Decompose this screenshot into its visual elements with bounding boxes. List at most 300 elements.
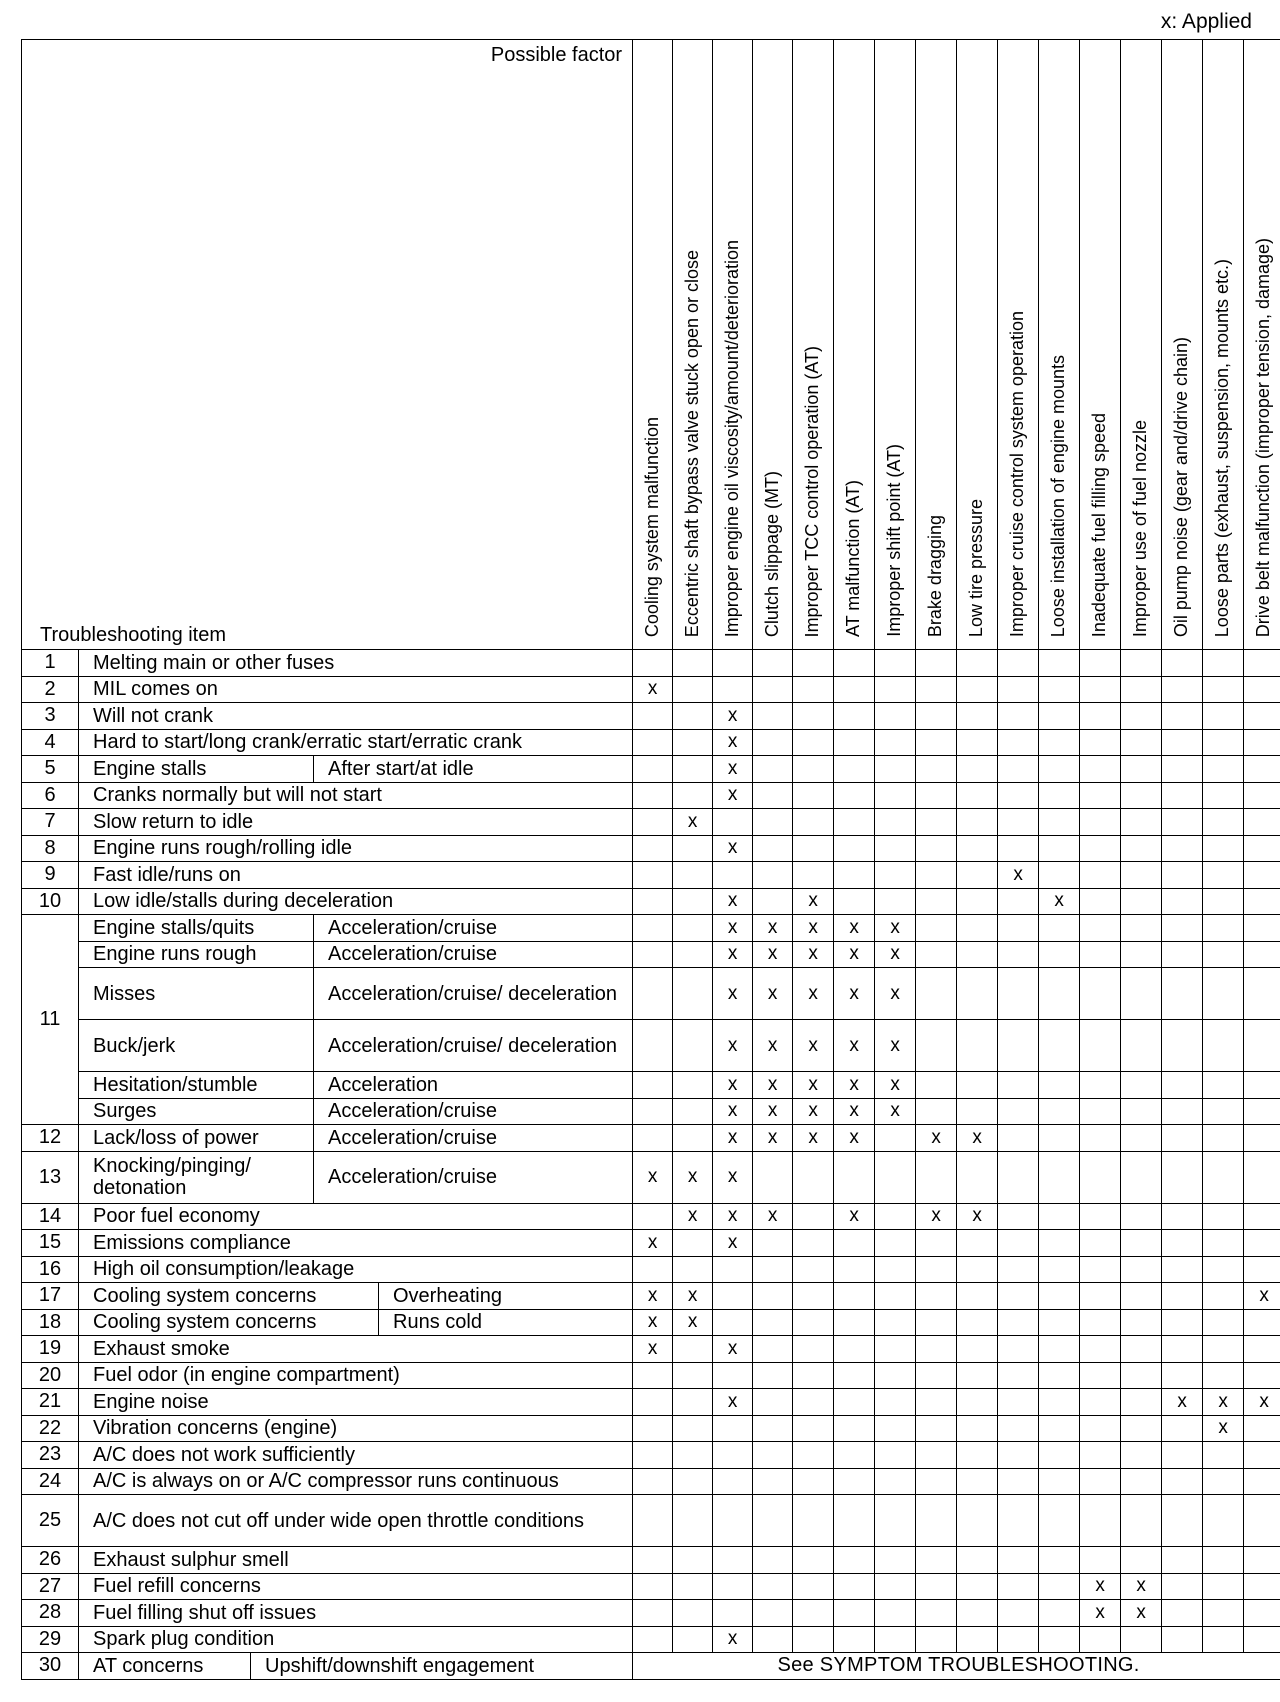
empty-cell: [834, 756, 875, 783]
empty-cell: [1162, 1336, 1203, 1363]
empty-cell: [713, 1442, 753, 1469]
empty-cell: [916, 915, 957, 942]
empty-cell: [633, 1547, 673, 1574]
empty-cell: [916, 1547, 957, 1574]
empty-cell: [957, 1151, 998, 1203]
applied-mark: x: [834, 1072, 875, 1099]
item-condition: Acceleration/cruise: [314, 941, 633, 968]
factor-header: [1080, 40, 1121, 650]
table-row: [22, 676, 1280, 703]
empty-cell: [793, 835, 834, 862]
empty-cell: [1244, 703, 1280, 730]
item-number: 20: [22, 1362, 79, 1389]
empty-cell: [1244, 1072, 1280, 1099]
empty-cell: [713, 1600, 753, 1627]
empty-cell: [633, 941, 673, 968]
table-row: [22, 1203, 1280, 1230]
empty-cell: [1162, 1442, 1203, 1469]
empty-cell: [793, 809, 834, 836]
empty-cell: [1162, 650, 1203, 677]
empty-cell: [1121, 1098, 1162, 1125]
empty-cell: [1162, 915, 1203, 942]
empty-cell: [673, 888, 713, 915]
empty-cell: [633, 703, 673, 730]
empty-cell: [1080, 862, 1121, 889]
empty-cell: [998, 650, 1039, 677]
empty-cell: [1244, 1125, 1280, 1152]
item-number: 12: [22, 1125, 79, 1152]
applied-mark: x: [834, 1098, 875, 1125]
empty-cell: [1244, 835, 1280, 862]
empty-cell: [998, 1230, 1039, 1257]
item-number: 2: [22, 676, 79, 703]
empty-cell: [1080, 1203, 1121, 1230]
empty-cell: [998, 888, 1039, 915]
empty-cell: [1244, 1151, 1280, 1203]
empty-cell: [916, 835, 957, 862]
empty-cell: [1121, 1309, 1162, 1336]
empty-cell: [957, 1072, 998, 1099]
empty-cell: [916, 1309, 957, 1336]
applied-mark: x: [713, 1203, 753, 1230]
empty-cell: [916, 1468, 957, 1495]
empty-cell: [633, 888, 673, 915]
item-condition: Runs cold: [379, 1309, 633, 1336]
empty-cell: [1162, 756, 1203, 783]
item-label: Hesitation/stumble: [79, 1072, 314, 1099]
applied-mark: x: [633, 1283, 673, 1310]
empty-cell: [998, 756, 1039, 783]
empty-cell: [834, 1415, 875, 1442]
empty-cell: [1244, 968, 1280, 1020]
header-corner: [22, 40, 633, 650]
empty-cell: [753, 888, 793, 915]
empty-cell: [1162, 703, 1203, 730]
item-label: Cooling system concerns: [79, 1283, 379, 1310]
item-number: 4: [22, 729, 79, 756]
item-label: Will not crank: [79, 703, 633, 730]
factor-header: [834, 40, 875, 650]
item-number: 28: [22, 1600, 79, 1627]
item-label: Misses: [79, 968, 314, 1020]
item-number: 30: [22, 1653, 79, 1680]
empty-cell: [1039, 1256, 1080, 1283]
applied-mark: x: [957, 1125, 998, 1152]
empty-cell: [673, 1389, 713, 1416]
empty-cell: [673, 1020, 713, 1072]
table-row: [22, 835, 1280, 862]
item-condition: Acceleration: [314, 1072, 633, 1099]
table-row: [22, 703, 1280, 730]
empty-cell: [753, 1336, 793, 1363]
table-row: [22, 1653, 1280, 1680]
applied-mark: x: [713, 1336, 753, 1363]
item-number: 17: [22, 1283, 79, 1310]
factor-label: Oil pump noise (gear and/drive chain): [1171, 336, 1192, 637]
empty-cell: [1121, 1547, 1162, 1574]
empty-cell: [1162, 1072, 1203, 1099]
item-label: Exhaust sulphur smell: [79, 1547, 633, 1574]
item-label: Fuel refill concerns: [79, 1573, 633, 1600]
empty-cell: [753, 1309, 793, 1336]
empty-cell: [1203, 1468, 1244, 1495]
item-label: Fast idle/runs on: [79, 862, 633, 889]
empty-cell: [1080, 756, 1121, 783]
empty-cell: [753, 1547, 793, 1574]
empty-cell: [1162, 1098, 1203, 1125]
item-label: Fuel odor (in engine compartment): [79, 1362, 633, 1389]
possible-factor-label: Possible factor: [490, 44, 623, 66]
empty-cell: [1244, 1020, 1280, 1072]
empty-cell: [673, 1125, 713, 1152]
empty-cell: [793, 862, 834, 889]
empty-cell: [1039, 1362, 1080, 1389]
applied-mark: x: [713, 1072, 753, 1099]
empty-cell: [875, 729, 916, 756]
empty-cell: [916, 941, 957, 968]
empty-cell: [875, 1309, 916, 1336]
empty-cell: [1162, 835, 1203, 862]
table-row: [22, 1230, 1280, 1257]
table-row: [22, 1256, 1280, 1283]
item-number: 8: [22, 835, 79, 862]
table-row: [22, 1151, 1280, 1203]
empty-cell: [633, 1098, 673, 1125]
empty-cell: [633, 915, 673, 942]
empty-cell: [1080, 1256, 1121, 1283]
empty-cell: [1162, 941, 1203, 968]
empty-cell: [633, 1203, 673, 1230]
table-row: [22, 888, 1280, 915]
table-row: [22, 1600, 1280, 1627]
empty-cell: [916, 1256, 957, 1283]
factor-label: Improper cruise control system operation: [1007, 310, 1028, 637]
empty-cell: [1080, 1283, 1121, 1310]
factor-header: [1244, 40, 1280, 650]
empty-cell: [753, 1151, 793, 1203]
applied-mark: x: [834, 915, 875, 942]
empty-cell: [633, 1495, 673, 1547]
empty-cell: [1080, 1495, 1121, 1547]
item-number: 19: [22, 1336, 79, 1363]
empty-cell: [1121, 756, 1162, 783]
empty-cell: [1244, 1362, 1280, 1389]
empty-cell: [1203, 1098, 1244, 1125]
applied-mark: x: [753, 1125, 793, 1152]
empty-cell: [673, 835, 713, 862]
empty-cell: [998, 1125, 1039, 1152]
empty-cell: [916, 968, 957, 1020]
empty-cell: [673, 968, 713, 1020]
applied-mark: x: [834, 968, 875, 1020]
applied-mark: x: [957, 1203, 998, 1230]
empty-cell: [957, 1626, 998, 1653]
empty-cell: [957, 835, 998, 862]
empty-cell: [753, 1626, 793, 1653]
empty-cell: [1039, 1389, 1080, 1416]
applied-mark: x: [1244, 1389, 1280, 1416]
applied-mark: x: [1203, 1389, 1244, 1416]
empty-cell: [1203, 1573, 1244, 1600]
empty-cell: [1203, 703, 1244, 730]
empty-cell: [998, 1600, 1039, 1627]
empty-cell: [957, 1020, 998, 1072]
troubleshooting-matrix: [21, 39, 1280, 1680]
empty-cell: [1039, 1415, 1080, 1442]
factor-label: Cooling system malfunction: [642, 416, 663, 637]
empty-cell: [1244, 1626, 1280, 1653]
item-condition: Overheating: [379, 1283, 633, 1310]
applied-mark: x: [1162, 1389, 1203, 1416]
empty-cell: [998, 676, 1039, 703]
empty-cell: [834, 703, 875, 730]
item-label: Spark plug condition: [79, 1626, 633, 1653]
empty-cell: [753, 1256, 793, 1283]
empty-cell: [1080, 676, 1121, 703]
empty-cell: [1121, 1495, 1162, 1547]
empty-cell: [753, 1468, 793, 1495]
empty-cell: [713, 650, 753, 677]
empty-cell: [916, 650, 957, 677]
empty-cell: [793, 1336, 834, 1363]
item-label: Cranks normally but will not start: [79, 782, 633, 809]
item-number: 3: [22, 703, 79, 730]
empty-cell: [834, 1230, 875, 1257]
applied-mark: x: [633, 1336, 673, 1363]
item-number: 5: [22, 756, 79, 783]
empty-cell: [998, 1020, 1039, 1072]
item-condition: Acceleration/cruise/ deceleration: [314, 968, 633, 1020]
item-number: 14: [22, 1203, 79, 1230]
empty-cell: [793, 703, 834, 730]
table-row: [22, 1389, 1280, 1416]
item-number: 25: [22, 1495, 79, 1547]
applied-mark: x: [793, 1072, 834, 1099]
applied-mark: x: [713, 915, 753, 942]
empty-cell: [834, 676, 875, 703]
empty-cell: [1203, 1495, 1244, 1547]
empty-cell: [916, 756, 957, 783]
empty-cell: [957, 676, 998, 703]
empty-cell: [1121, 782, 1162, 809]
empty-cell: [1244, 1309, 1280, 1336]
empty-cell: [753, 1389, 793, 1416]
empty-cell: [875, 676, 916, 703]
empty-cell: [1039, 703, 1080, 730]
empty-cell: [1039, 1125, 1080, 1152]
empty-cell: [1080, 1547, 1121, 1574]
applied-mark: x: [793, 941, 834, 968]
empty-cell: [998, 1336, 1039, 1363]
table-row: [22, 782, 1280, 809]
empty-cell: [1080, 1151, 1121, 1203]
empty-cell: [1203, 1203, 1244, 1230]
empty-cell: [673, 1362, 713, 1389]
empty-cell: [1039, 835, 1080, 862]
factor-label: Improper shift point (AT): [884, 444, 905, 637]
item-number: 21: [22, 1389, 79, 1416]
empty-cell: [957, 1600, 998, 1627]
empty-cell: [1039, 1072, 1080, 1099]
empty-cell: [793, 729, 834, 756]
empty-cell: [834, 1151, 875, 1203]
empty-cell: [1162, 1283, 1203, 1310]
item-label: Low idle/stalls during deceleration: [79, 888, 633, 915]
item-number: 9: [22, 862, 79, 889]
empty-cell: [793, 1230, 834, 1257]
empty-cell: [793, 1151, 834, 1203]
empty-cell: [998, 1626, 1039, 1653]
empty-cell: [1203, 756, 1244, 783]
item-label: MIL comes on: [79, 676, 633, 703]
empty-cell: [916, 1442, 957, 1469]
empty-cell: [673, 703, 713, 730]
table-row: [22, 729, 1280, 756]
empty-cell: [1162, 888, 1203, 915]
empty-cell: [633, 1072, 673, 1099]
empty-cell: [834, 1256, 875, 1283]
empty-cell: [957, 809, 998, 836]
empty-cell: [998, 1098, 1039, 1125]
empty-cell: [1203, 1600, 1244, 1627]
item-label: Melting main or other fuses: [79, 650, 633, 677]
empty-cell: [1162, 1151, 1203, 1203]
empty-cell: [834, 1468, 875, 1495]
empty-cell: [998, 729, 1039, 756]
applied-mark: x: [633, 1309, 673, 1336]
empty-cell: [1080, 1336, 1121, 1363]
empty-cell: [753, 1230, 793, 1257]
empty-cell: [1080, 1362, 1121, 1389]
empty-cell: [1121, 1442, 1162, 1469]
applied-mark: x: [834, 941, 875, 968]
empty-cell: [793, 1626, 834, 1653]
empty-cell: [633, 1125, 673, 1152]
item-number: 15: [22, 1230, 79, 1257]
empty-cell: [834, 862, 875, 889]
empty-cell: [1203, 1547, 1244, 1574]
empty-cell: [1080, 1442, 1121, 1469]
empty-cell: [1121, 888, 1162, 915]
empty-cell: [1039, 1309, 1080, 1336]
empty-cell: [1121, 968, 1162, 1020]
empty-cell: [1203, 650, 1244, 677]
empty-cell: [957, 729, 998, 756]
empty-cell: [713, 1256, 753, 1283]
item-number: 1: [22, 650, 79, 677]
empty-cell: [1162, 862, 1203, 889]
empty-cell: [998, 1468, 1039, 1495]
table-row: [22, 1098, 1280, 1125]
table-row: [22, 1573, 1280, 1600]
factor-header: [1162, 40, 1203, 650]
empty-cell: [673, 676, 713, 703]
factor-header: [957, 40, 998, 650]
empty-cell: [1162, 1573, 1203, 1600]
empty-cell: [957, 915, 998, 942]
empty-cell: [998, 1547, 1039, 1574]
empty-cell: [834, 782, 875, 809]
item-label: Engine runs rough: [79, 941, 314, 968]
table-row: [22, 1442, 1280, 1469]
empty-cell: [957, 968, 998, 1020]
empty-cell: [1121, 676, 1162, 703]
empty-cell: [1121, 1072, 1162, 1099]
empty-cell: [916, 1600, 957, 1627]
empty-cell: [673, 756, 713, 783]
applied-mark: x: [753, 1203, 793, 1230]
empty-cell: [1244, 676, 1280, 703]
empty-cell: [916, 809, 957, 836]
item-number: 18: [22, 1309, 79, 1336]
empty-cell: [1039, 941, 1080, 968]
item-number: 22: [22, 1415, 79, 1442]
empty-cell: [875, 835, 916, 862]
empty-cell: [957, 1256, 998, 1283]
empty-cell: [998, 1256, 1039, 1283]
empty-cell: [713, 1309, 753, 1336]
item-label: Knocking/pinging/ detonation: [79, 1151, 314, 1203]
applied-mark: x: [793, 968, 834, 1020]
empty-cell: [793, 676, 834, 703]
empty-cell: [834, 809, 875, 836]
item-number: 13: [22, 1151, 79, 1203]
empty-cell: [713, 1283, 753, 1310]
item-label: AT concerns: [79, 1653, 251, 1680]
empty-cell: [753, 676, 793, 703]
empty-cell: [1121, 1256, 1162, 1283]
empty-cell: [633, 1389, 673, 1416]
empty-cell: [1121, 1468, 1162, 1495]
empty-cell: [1039, 1442, 1080, 1469]
applied-mark: x: [753, 1020, 793, 1072]
empty-cell: [673, 729, 713, 756]
empty-cell: [998, 835, 1039, 862]
item-number: 23: [22, 1442, 79, 1469]
empty-cell: [1039, 1495, 1080, 1547]
empty-cell: [753, 1573, 793, 1600]
empty-cell: [957, 1283, 998, 1310]
empty-cell: [1121, 1283, 1162, 1310]
empty-cell: [1039, 729, 1080, 756]
empty-cell: [713, 1468, 753, 1495]
empty-cell: [793, 1468, 834, 1495]
empty-cell: [753, 835, 793, 862]
empty-cell: [753, 782, 793, 809]
empty-cell: [875, 1256, 916, 1283]
empty-cell: [793, 1283, 834, 1310]
applied-mark: x: [713, 1125, 753, 1152]
applied-mark: x: [713, 835, 753, 862]
empty-cell: [1080, 809, 1121, 836]
empty-cell: [1121, 1415, 1162, 1442]
empty-cell: [957, 1362, 998, 1389]
empty-cell: [673, 1072, 713, 1099]
empty-cell: [633, 756, 673, 783]
empty-cell: [1162, 1020, 1203, 1072]
empty-cell: [1121, 1389, 1162, 1416]
applied-mark: x: [713, 1389, 753, 1416]
factor-label: Low tire pressure: [966, 498, 987, 637]
item-label: Slow return to idle: [79, 809, 633, 836]
factor-label: Improper TCC control operation (AT): [802, 345, 823, 637]
empty-cell: [1203, 1309, 1244, 1336]
item-condition: Acceleration/cruise: [314, 1098, 633, 1125]
empty-cell: [753, 1415, 793, 1442]
empty-cell: [834, 1389, 875, 1416]
empty-cell: [1080, 1415, 1121, 1442]
empty-cell: [1121, 1362, 1162, 1389]
